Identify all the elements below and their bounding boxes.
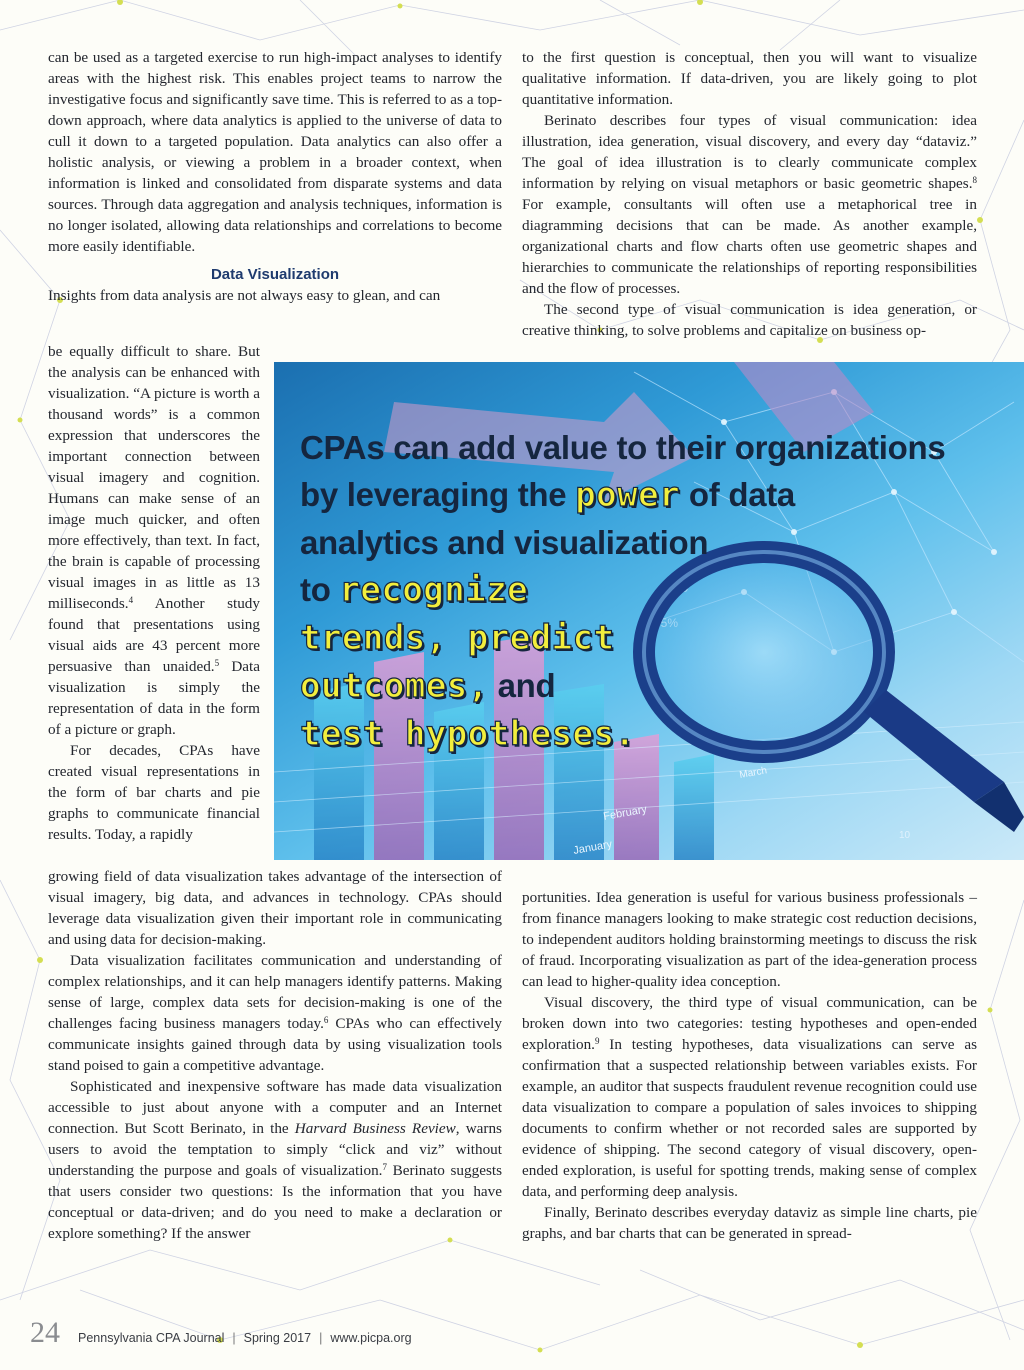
pull-quote-line-1: CPAs can add value to their organizations — [300, 429, 946, 466]
left-column-narrow — [48, 341, 260, 845]
body-paragraph-start: The second type of visual communication is idea generation, or creative thinking, to solve problems and capitalize on business op- — [522, 301, 977, 339]
right-column-bottom — [522, 887, 977, 1244]
body-paragraph: Visual discovery, the third type of visual communication, can be broken down into two categories: testing hypotheses and open-ended exploration.$^9$ In testing hypotheses, data visualizations can serve as confirmation that a suspected relationship between variables exists. For example, an auditor that suspects fraudulent revenue recognition could use data visualization to compare a population of sales invoices to shipping documents to confirm whether or not recorded sales are supported by evidence of shipping. The second category of visual discovery, open-ended exploration, is useful for spotting trends, making sense of complex data, and performing deep analysis. — [522, 994, 977, 1200]
highlight-test-hypotheses: test hypotheses. — [300, 714, 636, 754]
body-paragraph: Data visualization facilitates communication and understanding of complex relationships, and it can help managers identify patterns. Making sense of large, complex data sets for decision-making is one of the challenges facing business managers today.$^6$ CPAs who can effectively communicate insights gained through data by using visualization tools stand poised to gain a competitive advantage. — [48, 952, 502, 1074]
pull-quote-line-5 — [300, 614, 1000, 662]
page-number: 24 — [30, 1316, 60, 1349]
pull-quote-line-4: to recognize — [300, 570, 529, 610]
pull-quote — [300, 424, 1000, 758]
footnote-ref[interactable]: 6 — [323, 1015, 329, 1025]
footnote-ref[interactable]: 8 — [972, 175, 977, 185]
journal-title: Harvard Business Review — [294, 1120, 456, 1137]
highlight-outcomes: outcomes, — [300, 666, 489, 706]
pull-quote-line-7 — [300, 710, 1000, 758]
highlight-recognize: recognize — [339, 570, 529, 610]
highlight-power: power — [575, 475, 681, 515]
right-column-top — [522, 47, 977, 341]
footnote-ref[interactable]: 5 — [214, 658, 220, 668]
footer-separator: | — [319, 1331, 323, 1345]
page-footer — [30, 1316, 412, 1350]
body-paragraph-start: For decades, CPAs have created visual representations in the form of bar charts and pie graphs to communicate financial results. Today, a rapidly — [48, 742, 260, 843]
body-paragraph-continued: to the first question is conceptual, then you will want to visualize qualitative information. If data-driven, you are likely going to plot quantitative information. — [522, 49, 977, 108]
issue-date: Spring 2017 — [243, 1331, 312, 1345]
body-paragraph: Sophisticated and inexpensive software has made data visualization accessible to just about anyone with a computer and an Internet connection. But Scott Berinato, in the Harvard Business Review, warns users to avoid the temptation to simply “click and viz” without understanding the purpose and goals of visualization.$^7$ Berinato suggests that users consider two questions: Is the information that you have conceptual or data-driven; and do you need to make a declaration or explore something? If the answer — [48, 1078, 502, 1242]
body-paragraph-start: Insights from data analysis are not always easy to glean, and can — [48, 287, 441, 304]
section-heading-data-visualization: Data Visualization — [210, 266, 340, 283]
pull-quote-line-3: analytics and visualization — [300, 524, 709, 561]
left-column-top — [48, 47, 502, 306]
body-paragraph-continued: growing field of data visualization takes advantage of the intersection of visual imagery, big data, and advances in technology. CPAs should leverage data visualization given their important role in communicating and using data for decision-making. — [48, 868, 502, 948]
chart-label-march: March — [738, 765, 768, 781]
body-paragraph-continued: portunities. Idea generation is useful for various business professionals – from finance managers looking to make strategic cost reduction decisions, to independent auditors holding brainstorming meetings to discuss the risk of fraud. Incorporating visualization as part of the idea-generation process can lead to higher-quality idea conception. — [522, 889, 977, 990]
body-paragraph-start: Finally, Berinato describes everyday dataviz as simple line charts, pie graphs, and bar charts that can be generated in spread- — [522, 1204, 977, 1242]
chart-label-january: January — [572, 838, 614, 857]
footer-separator: | — [232, 1331, 236, 1345]
highlight-trends-predict: trends, predict — [300, 618, 615, 658]
pull-quote-image-panel — [274, 362, 1024, 860]
pull-quote-line-2: by leveraging the power of data — [300, 475, 795, 515]
body-paragraph: can be used as a targeted exercise to run high-impact analyses to identify areas with the highest risk. This enables project teams to narrow the investigative focus and significantly save time. This is referred to as a top-down approach, where data analytics is applied to the universe of data to cull it down to a targeted population. Data analytics can also offer a holistic analysis, or viewing a problem in a broader context, when information is linked and consolidated from disparate systems and data sources. Through data aggregation and analysis techniques, information is no longer isolated, allowing data relationships and correlations to become more easily identifiable. — [48, 49, 502, 255]
body-paragraph: be equally difficult to share. But the analysis can be enhanced with visualization. “A picture is worth a thousand words” is a common expression that underscores the important connection between visual imagery and cognition. Humans can make sense of an image much quicker, and often more effectively, than text. In fact, the brain is capable of processing visual images in as little as 13 milliseconds.$^4$ Another study found that presentations using visual aids are 43 percent more persuasive than unaided.$^5$ Data visualization is simply the representation of data in the form of a picture or graph. — [48, 343, 260, 738]
footnote-ref[interactable]: 7 — [382, 1162, 387, 1172]
pull-quote-line-6: outcomes, and — [300, 666, 556, 706]
website-link[interactable]: www.picpa.org — [330, 1331, 412, 1345]
footnote-ref[interactable]: 4 — [128, 595, 134, 605]
journal-name: Pennsylvania CPA Journal — [78, 1331, 225, 1345]
chart-number-c: 10 — [899, 830, 911, 841]
body-paragraph: Berinato describes four types of visual communication: idea illustration, idea generation, visual discovery, and every day “dataviz.” The goal of idea illustration is to clearly communicate complex information by relying on visual metaphors or basic geometric shapes.$^8$ For example, consultants will often use a metaphorical tree in diagramming decisions that can be made. As another example, organizational charts and flow charts often use geometric shapes and hierarchies to communicate the relationships of reporting responsibilities and the flow of processes. — [522, 112, 977, 297]
chart-label-february: February — [602, 803, 648, 823]
footnote-ref[interactable]: 9 — [594, 1036, 600, 1046]
left-column-bottom — [48, 866, 502, 1244]
